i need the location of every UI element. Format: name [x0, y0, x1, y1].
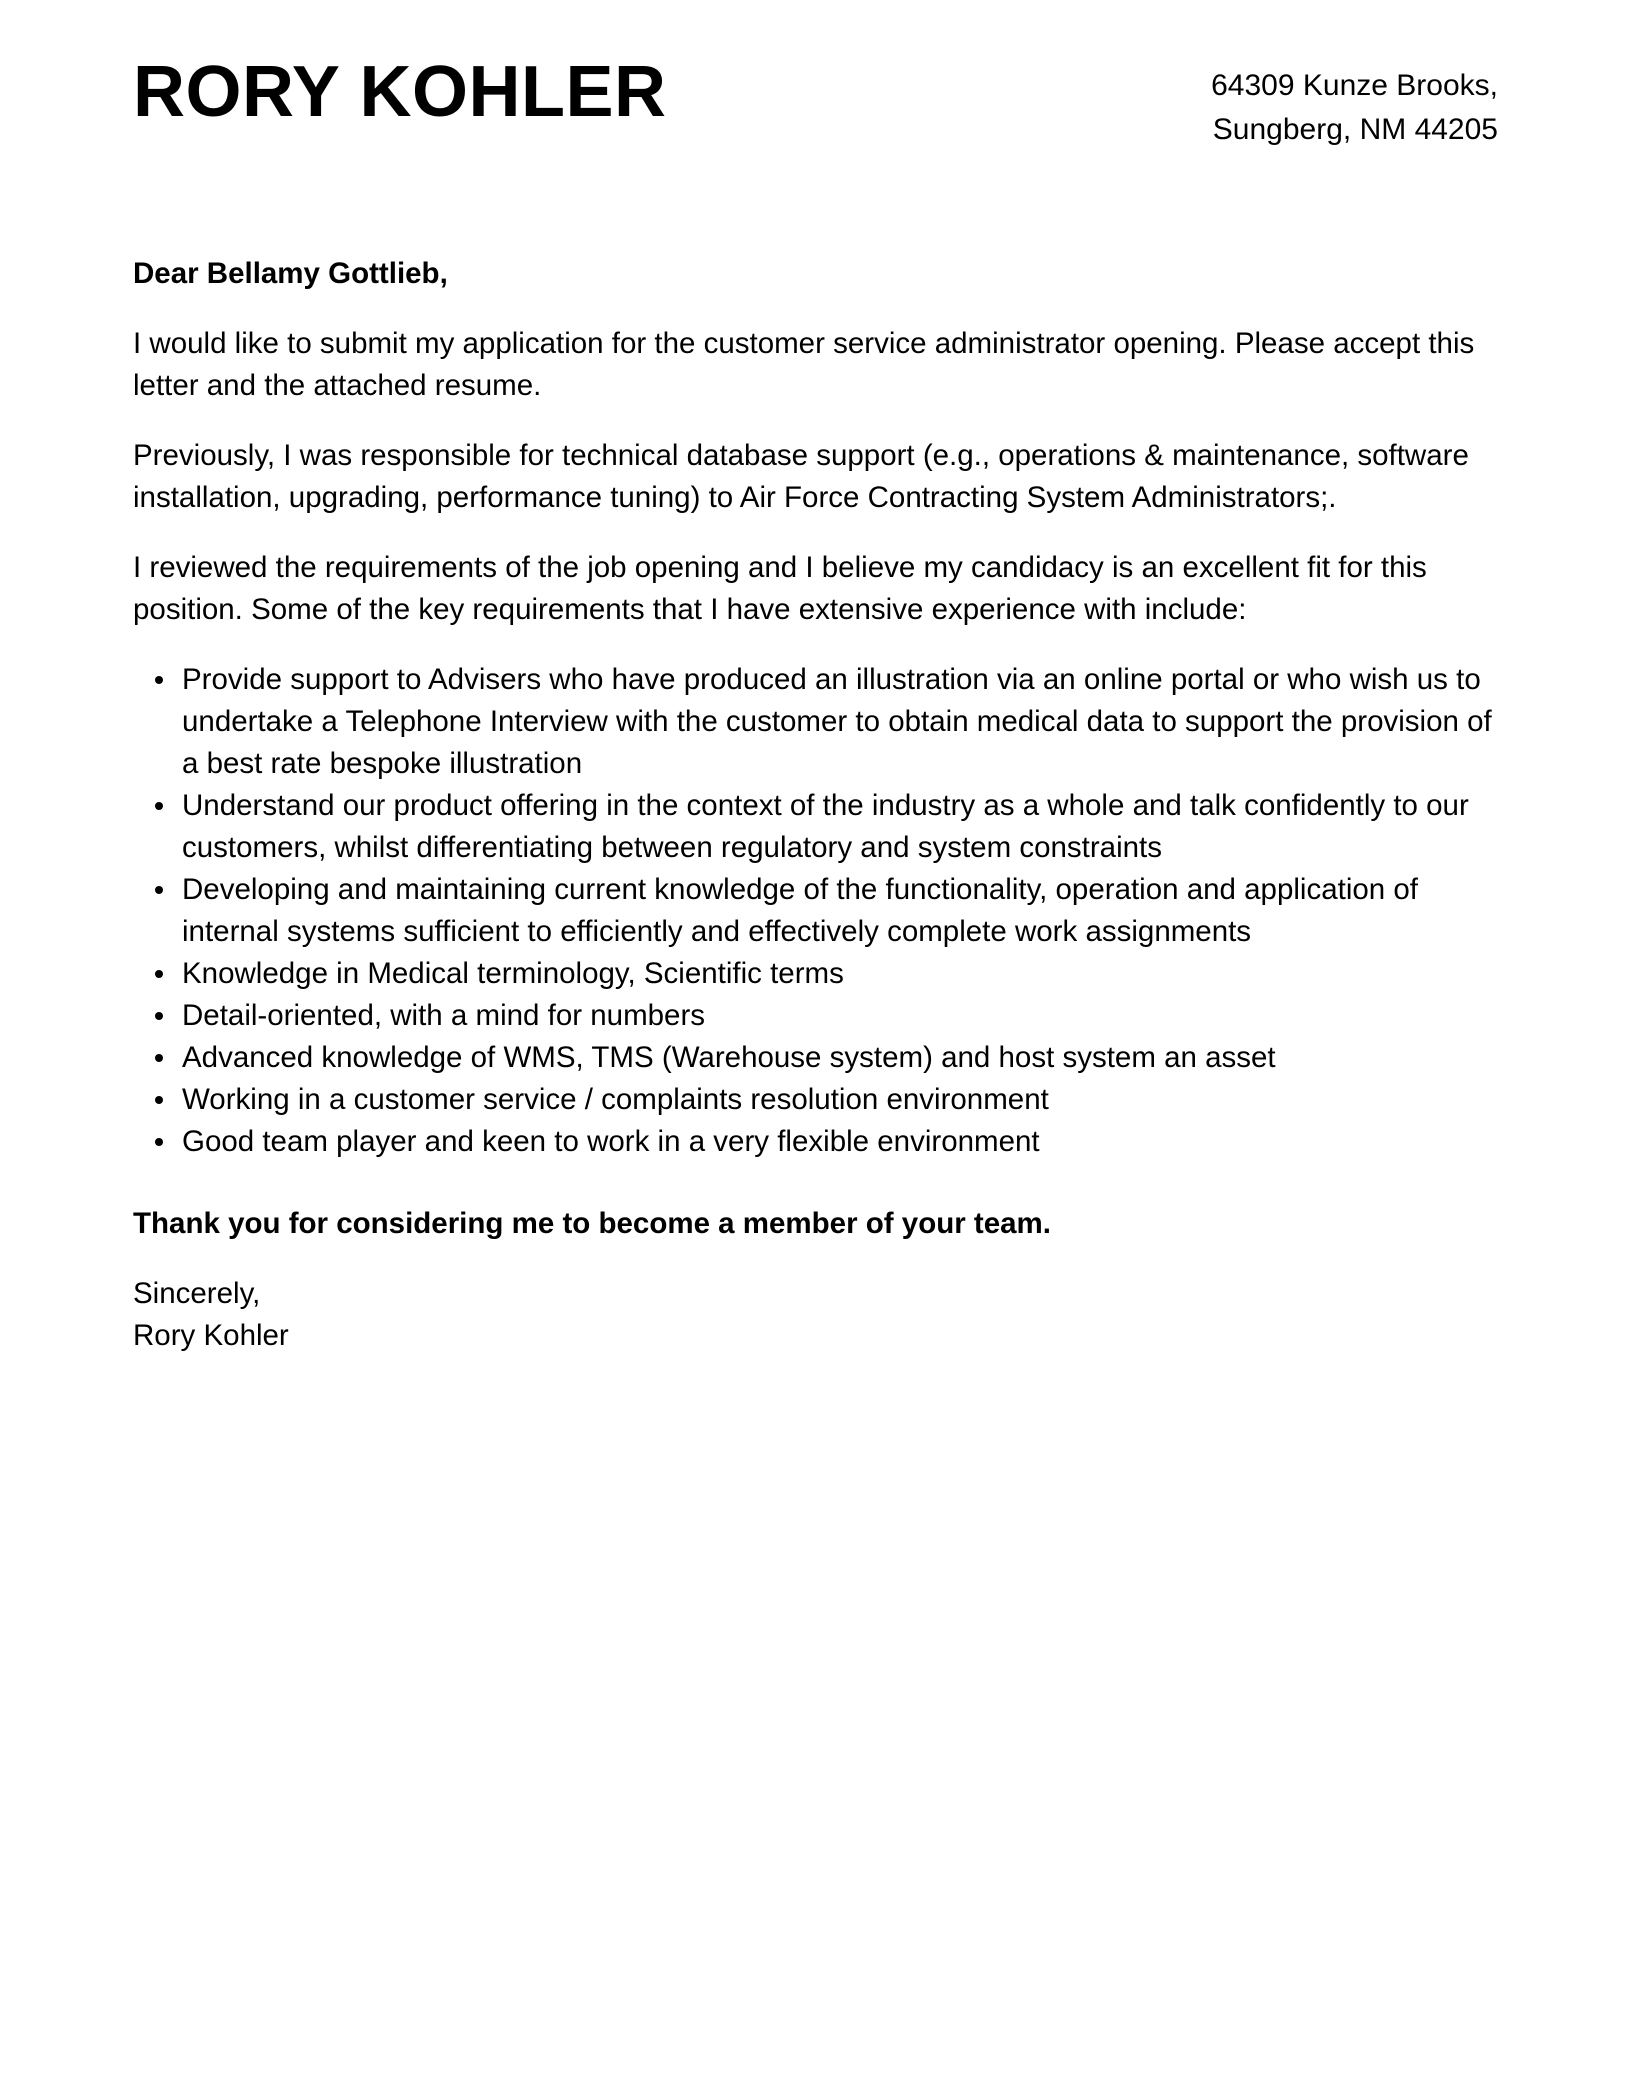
list-item-text: Detail-oriented, with a mind for numbers	[182, 998, 706, 1032]
list-item-text: Provide support to Advisers who have produced an illustration via an online portal or who wish us to undertake a Telephone Interview with the customer to obtain medical data to support the provision of a best rate bespoke illustration	[182, 662, 1492, 780]
closing-statement: Thank you for considering me to become a member of your team.	[133, 1206, 1051, 1240]
salutation: Dear Bellamy Gottlieb,	[133, 256, 448, 290]
list-item	[133, 953, 1498, 995]
list-item	[133, 659, 1498, 785]
bullet-icon	[155, 1012, 163, 1020]
letter-body	[133, 253, 1498, 1357]
list-item-text: Understand our product offering in the context of the industry as a whole and talk confidently to our customers, whilst differentiating between regulatory and system constraints	[182, 788, 1469, 864]
list-item-text: Working in a customer service / complaints resolution environment	[182, 1082, 1049, 1116]
sign-off: Sincerely,	[133, 1276, 261, 1310]
letterhead	[133, 0, 1498, 153]
bullet-icon	[155, 1096, 163, 1104]
list-item	[133, 995, 1498, 1037]
list-item	[133, 785, 1498, 869]
list-item	[133, 1037, 1498, 1079]
signature-name: Rory Kohler	[133, 1318, 289, 1352]
bullet-icon	[155, 970, 163, 978]
address-line-2: Sungberg, NM 44205	[1212, 113, 1498, 147]
list-item-text: Developing and maintaining current knowledge of the functionality, operation and application of internal systems sufficient to efficiently and effectively complete work assignments	[182, 872, 1418, 948]
requirements-list	[133, 659, 1498, 1163]
bullet-icon	[155, 676, 163, 684]
address-line-1: 64309 Kunze Brooks,	[1211, 69, 1498, 102]
letter-content-area	[133, 0, 1498, 1357]
body-paragraph-2: Previously, I was responsible for technical database support (e.g., operations & maintenance, software installation, upgrading, performance tuning) to Air Force Contracting System Administrators;.	[133, 438, 1469, 514]
body-paragraph-3: I reviewed the requirements of the job opening and I believe my candidacy is an excellent fit for this position. Some of the key requirements that I have extensive experience with include:	[133, 550, 1427, 626]
list-item-text: Advanced knowledge of WMS, TMS (Warehouse system) and host system an asset	[182, 1040, 1276, 1074]
list-item	[133, 1121, 1498, 1163]
candidate-name: RORY KOHLER	[133, 52, 667, 132]
list-item-text: Knowledge in Medical terminology, Scientific terms	[182, 956, 844, 990]
name-block	[133, 52, 667, 133]
bullet-icon	[155, 886, 163, 894]
bullet-icon	[155, 1054, 163, 1062]
list-item-text: Good team player and keen to work in a very flexible environment	[182, 1124, 1040, 1158]
body-paragraph-1: I would like to submit my application for the customer service administrator opening. Please accept this letter and the attached resume.	[133, 326, 1475, 402]
bullet-icon	[155, 802, 163, 810]
list-item	[133, 869, 1498, 953]
list-item	[133, 1079, 1498, 1121]
bullet-icon	[155, 1138, 163, 1146]
address-block	[1211, 52, 1498, 153]
signature-block	[133, 1273, 1498, 1357]
